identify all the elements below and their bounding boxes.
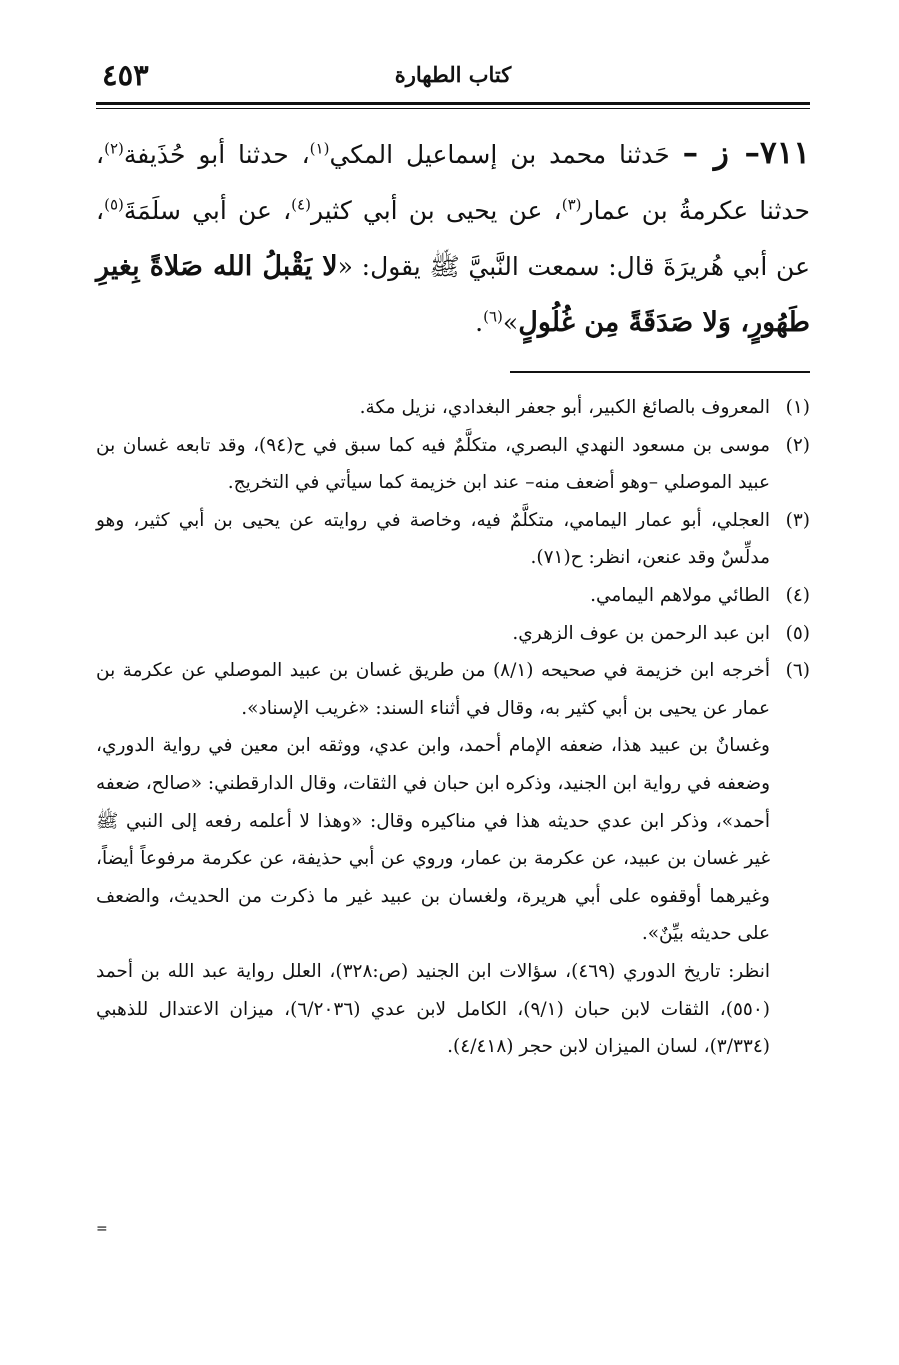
- footnote-number: (٣): [785, 509, 810, 531]
- hadith-number: ٧١١: [760, 135, 810, 171]
- footnote-separator: [510, 371, 810, 373]
- hadith-text: [96, 125, 810, 351]
- footnote-ref-1: (١): [309, 139, 330, 158]
- footnote-number: (٤): [785, 584, 810, 606]
- hadith-chain-6: ، عن أبي هُريرَةَ قال: سمعت النَّبيَّ ﷺ يقول: «: [96, 196, 810, 281]
- footnote-number: (٢): [785, 434, 810, 456]
- hadith-chain-3: ، حدثنا عكرمةُ بن عمار: [96, 140, 810, 225]
- prophetic-saying: لا يَقْبلُ الله صَلاةً بِغيرِ طَهُورٍ، وَلا صَدَقَةً مِن غُلُولٍ: [96, 251, 810, 338]
- page-header: [96, 60, 810, 102]
- running-title: كتاب الطهارة: [394, 62, 512, 87]
- footnote-text: الطائي مولاهم اليمامي.: [590, 584, 770, 606]
- header-rule-thin: [96, 108, 810, 109]
- footnote-2: [96, 427, 810, 502]
- book-page: [96, 60, 810, 1066]
- hadith-chain-1: حَدثنا محمد بن إسماعيل المكي: [329, 140, 683, 169]
- page-number: ٤٥٣: [102, 58, 149, 92]
- hadith-chain-5: ، عن أبي سلَمَةَ: [123, 196, 292, 225]
- hadith-prefix: – ز –: [682, 135, 761, 171]
- footnote-4: [96, 577, 810, 615]
- footnote-ref-6: (٦): [483, 307, 503, 326]
- footnote-number: (٦): [785, 660, 810, 682]
- hadith-end: .: [475, 308, 484, 337]
- footnote-ref-5: (٥): [104, 195, 124, 214]
- footnote-6-references: انظر: تاريخ الدوري (٤٦٩)، سؤالات ابن الجنيد (ص:٣٢٨)، العلل رواية عبد الله بن أحمد (٥٥٠)، الثقات لابن حبان (٩/١)، الكامل لابن عدي (٦/٢٠٣٦)، ميزان الاعتدال للذهبي (٣/٣٣٤)، لسان الميزان لابن حجر (٤/٤١٨).: [96, 960, 770, 1058]
- footnote-text: العجلي، أبو عمار اليمامي، متكلَّمٌ فيه، وخاصة في روايته عن يحيى بن أبي كثير، وهو مدلِّسٌ وقد عنعن، انظر: ح(٧١).: [96, 509, 770, 569]
- footnote-5: [96, 615, 810, 653]
- footnote-text: موسى بن مسعود النهدي البصري، متكلَّمٌ فيه كما سبق في ح(٩٤)، وقد تابعه غسان بن عبيد الموصلي –وهو أضعف منه– عند ابن خزيمة كما سيأتي في التخريج.: [96, 434, 771, 494]
- page-end-mark: =: [96, 1221, 108, 1237]
- footnote-text: المعروف بالصائغ الكبير، أبو جعفر البغدادي، نزيل مكة.: [359, 397, 770, 418]
- footnote-number: (١): [785, 397, 810, 418]
- footnote-text: أخرجه ابن خزيمة في صحيحه (٨/١) من طريق غسان بن عبيد الموصلي عن عكرمة بن عمار عن يحيى بن أبي كثير به، وقال في أثناء السند: «غريب الإسناد».: [96, 660, 770, 719]
- footnote-3: [96, 502, 810, 577]
- hadith-chain-2: ، حدثنا أبو حُذَيفة: [123, 140, 310, 169]
- header-rule-thick: [96, 102, 810, 105]
- hadith-chain-4: ، عن يحيى بن أبي كثير: [310, 196, 562, 225]
- footnote-ref-3: (٣): [561, 195, 582, 214]
- footnote-6-commentary: وغسانٌ بن عبيد هذا، ضعفه الإمام أحمد، وابن عدي، ووثقه ابن معين في رواية الدوري، وضعفه في رواية ابن الجنيد، وذكره ابن حبان في الثقات، وقال الدارقطني: «صالح، ضعفه أحمد»، وذكر ابن عدي حديثه هذا في مناكيره وقال: «وهذا لا أعلمه رفعه إلى النبي ﷺ غير غسان بن عبيد، عن عكرمة بن عمار، وروي عن أبي حذيفة، عن عكرمة مرفوعاً أيضاً، وغيرهما أوقفوه على أبي هريرة، ولغسان بن عبيد غير ما ذكرت من الحديث، والضعف على حديثه بيِّنٌ».: [96, 735, 770, 945]
- footnotes: [96, 389, 810, 1066]
- footnote-text: ابن عبد الرحمن بن عوف الزهري.: [512, 622, 770, 644]
- quote-close: »: [502, 308, 519, 337]
- footnote-ref-4: (٤): [291, 195, 311, 214]
- footnote-ref-2: (٢): [104, 139, 124, 158]
- footnote-6: [96, 652, 810, 727]
- footnote-1: [96, 389, 810, 427]
- footnote-number: (٥): [785, 622, 810, 644]
